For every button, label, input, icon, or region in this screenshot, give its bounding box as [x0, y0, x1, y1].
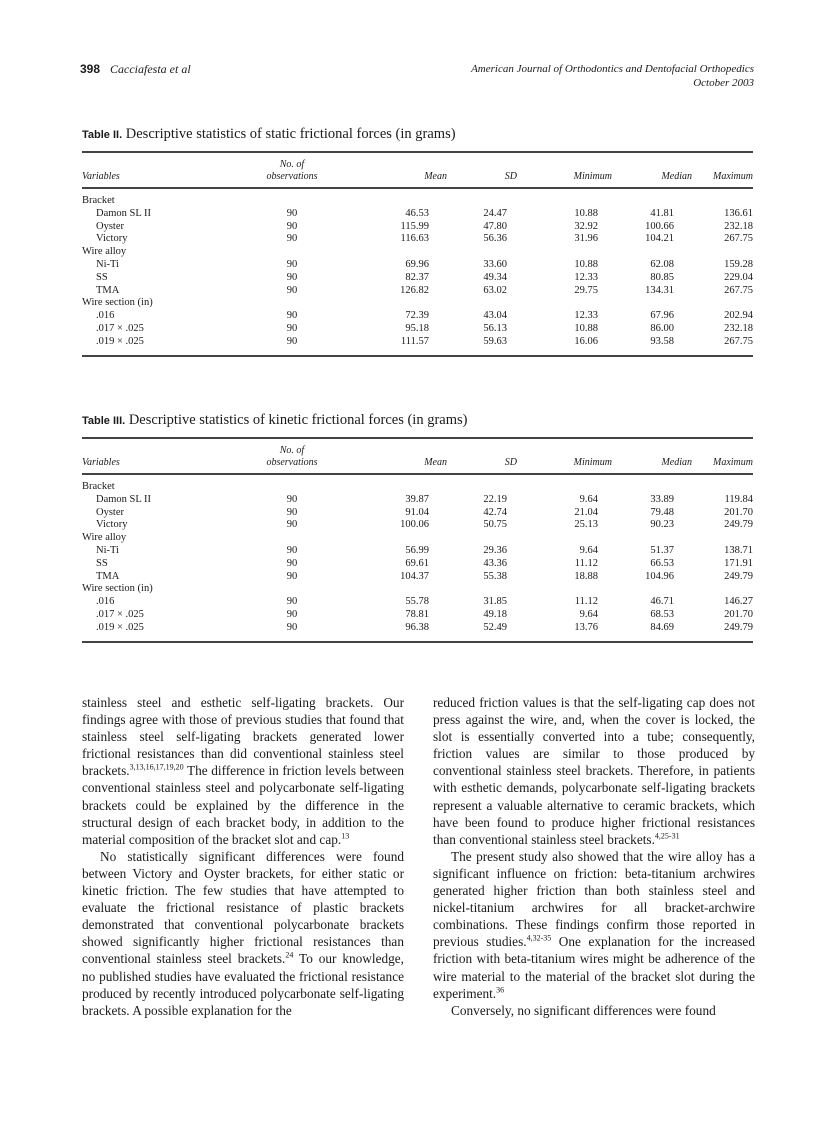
table-2-caption — [82, 126, 753, 143]
table-row: .016 90 55.78 31.85 11.12 46.71 146.27 — [96, 596, 753, 608]
journal-info — [471, 62, 754, 90]
paragraph: Conversely, no significant differences were found — [451, 1002, 716, 1018]
table-row: .016 90 72.39 43.04 12.33 67.96 202.94 — [96, 310, 753, 322]
paragraph: reduced friction values is that the self-ligating cap does not press against the wire, and, when the cover is locked, the slot is essentially converted into a tube; consequently, friction values are similar to those produced by conventional stainless steel brackets. Therefore, in patients with esthetic demands, polycarbonate self-ligating brackets represent a valuable alternative to ceramic brackets, which have been found to produce higher frictional resistances than conventional stainless steel brackets.$^{4,25-31}$ — [433, 695, 755, 847]
body-column-right — [433, 694, 755, 1019]
table-row: Oyster 90 115.99 47.80 32.92 100.66 232.18 — [96, 220, 753, 232]
body-column-left — [82, 694, 404, 1019]
table-row: .017 × .025 90 95.18 56.13 10.88 86.00 232.18 — [96, 322, 753, 334]
running-header — [80, 62, 754, 96]
table-row: SS 90 82.37 49.34 12.33 80.85 229.04 — [96, 271, 753, 283]
group-header-row: Wire section (in) — [82, 583, 153, 595]
table-title: Descriptive statistics of static frictional forces (in grams) — [125, 126, 456, 142]
table-row: .017 × .025 90 78.81 49.18 9.64 68.53 201.70 — [96, 608, 753, 620]
table-row: Ni-Ti 90 69.96 33.60 10.88 62.08 159.28 — [96, 258, 753, 270]
journal-title: American Journal of Orthodontics and Dentofacial Orthopedics — [471, 63, 754, 75]
table-label: Table III. — [82, 415, 126, 427]
table-row: Oyster 90 91.04 42.74 21.04 79.48 201.70 — [96, 506, 753, 518]
table-3 — [82, 412, 753, 643]
citation: 4,25-31 — [654, 831, 680, 841]
table-row: .019 × .025 90 96.38 52.49 13.76 84.69 249.79 — [96, 621, 753, 633]
column-header: Median — [661, 171, 692, 182]
table-row: Ni-Ti 90 56.99 29.36 9.64 51.37 138.71 — [96, 544, 753, 556]
table-row: Victory 90 116.63 56.36 31.96 104.21 267.75 — [96, 233, 753, 245]
table-row: Damon SL II 90 39.87 22.19 9.64 33.89 119.84 — [96, 493, 753, 505]
table-row: Victory 90 100.06 50.75 25.13 90.23 249.79 — [96, 519, 753, 531]
citation: 4,32-35 — [526, 933, 552, 943]
column-header: Mean — [424, 457, 447, 468]
column-header: SD — [504, 457, 517, 468]
column-header: Median — [661, 457, 692, 468]
table-row: SS 90 69.61 43.36 11.12 66.53 171.91 — [96, 557, 753, 569]
group-header-row: Wire section (in) — [82, 297, 153, 309]
group-header-row: Wire alloy — [82, 246, 127, 258]
column-header: Minimum — [573, 171, 612, 182]
citation: 36 — [496, 985, 505, 995]
running-authors: Cacciafesta et al — [110, 62, 191, 76]
column-header: Maximum — [713, 457, 753, 468]
table-3-grid — [82, 437, 753, 643]
paragraph: No statistically significant differences were found between Victory and Oyster brackets, for either static or kinetic friction. The few studies that have attempted to evaluate the frictional resistance of plastic brackets demonstrated that conventional polycarbonate brackets showed significantly higher frictional resistances than conventional stainless steel brackets.$^{24}$ To our knowledge, no published studies have evaluated the frictional resistance produced by recently introduced polycarbonate self-ligating brackets. A possible explanation for the — [82, 848, 405, 1018]
table-row: TMA 90 126.82 63.02 29.75 134.31 267.75 — [96, 284, 753, 296]
column-header: Minimum — [573, 457, 612, 468]
column-header: No. of observations — [266, 159, 318, 182]
table-row: .019 × .025 90 111.57 59.63 16.06 93.58 267.75 — [96, 335, 753, 347]
column-header: SD — [504, 171, 517, 182]
citation: 13 — [341, 831, 350, 841]
table-title: Descriptive statistics of kinetic frictional forces (in grams) — [128, 412, 468, 428]
column-header: No. of observations — [266, 445, 318, 468]
column-header: Variables — [82, 171, 120, 182]
group-header-row: Wire alloy — [82, 532, 127, 544]
column-header: Variables — [82, 457, 120, 468]
column-header: Maximum — [713, 171, 753, 182]
group-header-row: Bracket — [82, 195, 115, 206]
table-label: Table II. — [82, 129, 123, 141]
table-2-grid — [82, 151, 753, 357]
page-number: 398 — [80, 62, 101, 76]
table-row: TMA 90 104.37 55.38 18.88 104.96 249.79 — [96, 570, 753, 582]
citation: 3,13,16,17,19,20 — [129, 762, 184, 772]
column-header: Mean — [424, 171, 447, 182]
paragraph: stainless steel and esthetic self-ligating brackets. Our findings agree with those of previous studies that found that stainless steel self-ligating brackets generated lower frictional resistances than did conventional stainless steel brackets.$^{3,13,16,17,19,20}$ The difference in friction levels between conventional stainless steel and polycarbonate self-ligating brackets could be explained by the difference in the structural design of each bracket body, in addition to the material composition of the bracket slot and cap.$^{13}$ — [82, 695, 404, 847]
issue-date: October 2003 — [693, 77, 754, 89]
group-header-row: Bracket — [82, 481, 115, 492]
table-3-caption — [82, 412, 753, 429]
table-row: Damon SL II 90 46.53 24.47 10.88 41.81 136.61 — [96, 207, 753, 219]
table-2 — [82, 126, 753, 357]
paragraph: The present study also showed that the wire alloy has a significant influence on friction: beta-titanium archwires generated higher friction than both stainless steel and nickel-titanium archwires for all bracket-archwire combinations. These findings confirm those reported in previous studies.$^{4,32-35}$ One explanation for the increased friction with beta-titanium wires might be adherence of the wire material to the material of the bracket slot during the experiment.$^{36}$ — [433, 848, 755, 1001]
citation: 24 — [285, 950, 294, 960]
